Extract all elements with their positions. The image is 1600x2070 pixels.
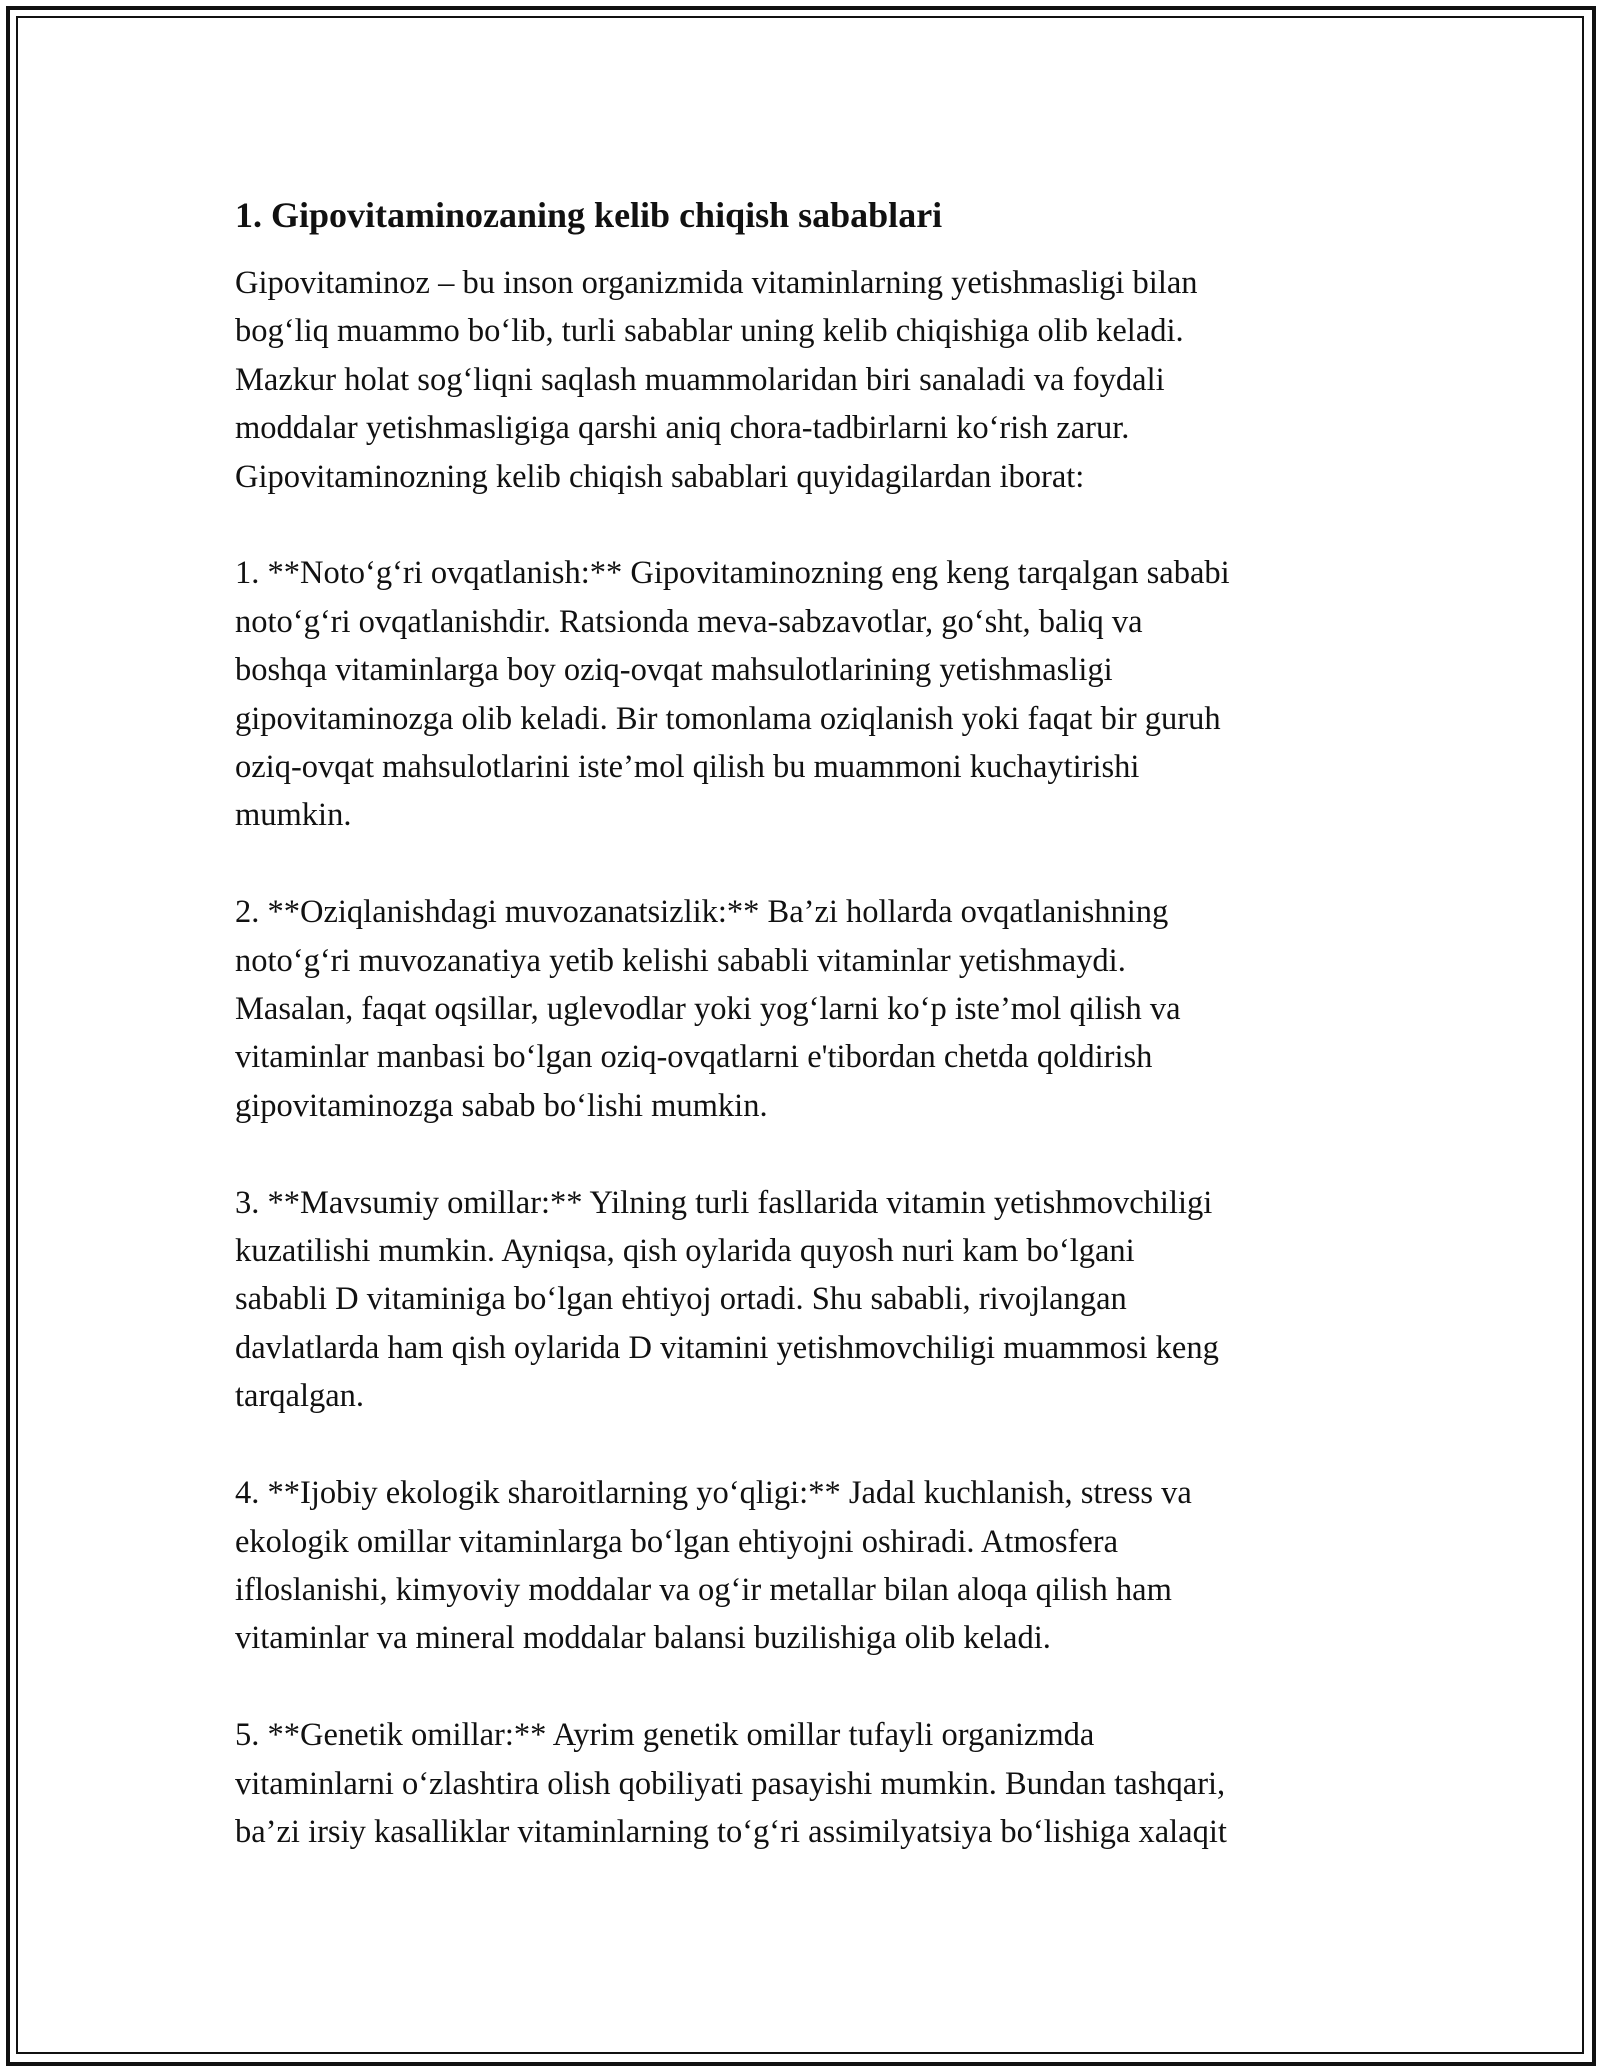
intro-paragraph: Gipovitaminoz – bu inson organizmida vitaminlarning yetishmasligi bilan bog‘liq muammo bo‘lib, turli sabablar uning kelib chiqishiga olib keladi. Mazkur holat sog‘liqni saqlash muammolaridan biri sanaladi va foydali moddalar yetishmasligiga qarshi aniq chora-tadbirlarni ko‘rish zarur. Gipovitaminozning kelib chiqish sabablari quyidagilardan iborat: [235,265,1198,495]
cause-paragraph-3: 3. **Mavsumiy omillar:** Yilning turli fasllarida vitamin yetishmovchiligi kuzatilishi mumkin. Ayniqsa, qish oylarida quyosh nuri kam bo‘lgani sababli D vitaminiga bo‘lgan ehtiyoj ortadi. Shu sababli, rivojlangan davlatlarda ham qish oylarida D vitamini yetishmovchiligi muammosi keng tarqalgan. [235,1184,1219,1415]
cause-paragraph-2: 2. **Oziqlanishdagi muvozanatsizlik:** Ba’zi hollarda ovqatlanishning noto‘g‘ri muvozanatiya yetib kelishi sababli vitaminlar yetishmaydi. Masalan, faqat oqsillar, uglevodlar yoki yog‘larni ko‘p iste’mol qilish va vitaminlar manbasi bo‘lgan oziq-ovqatlarni e'tibordan chetda qoldirish gipovitaminozga sabab bo‘lishi mumkin. [235,894,1181,1124]
cause-paragraph-4: 4. **Ijobiy ekologik sharoitlarning yo‘qligi:** Jadal kuchlanish, stress va ekologik omillar vitaminlarga bo‘lgan ehtiyojni oshiradi. Atmosfera ifloslanishi, kimyoviy moddalar va og‘ir metallar bilan aloqa qilish ham vitaminlar va mineral moddalar balansi buzilishiga olib keladi. [235,1475,1192,1657]
cause-paragraph-5: 5. **Genetik omillar:** Ayrim genetik omillar tufayli organizmda vitaminlarni o‘zlashtira olish qobiliyati pasayishi mumkin. Bundan tashqari, ba’zi irsiy kasalliklar vitaminlarning to‘g‘ri assimilyatsiya bo‘lishiga xalaqit [235,1717,1227,1850]
document-body [235,185,1365,1856]
cause-paragraph-1: 1. **Noto‘g‘ri ovqatlanish:** Gipovitaminozning eng keng tarqalgan sababi noto‘g‘ri ovqatlanishdir. Ratsionda meva-sabzavotlar, go‘sht, baliq va boshqa vitaminlarga boy oziq-ovqat mahsulotlarining yetishmasligi gipovitaminozga olib keladi. Bir tomonlama oziqlanish yoki faqat bir guruh oziq-ovqat mahsulotlarini iste’mol qilish bu muammoni kuchaytirishi mumkin. [235,555,1230,834]
section-heading: 1. Gipovitaminozaning kelib chiqish sabablari [235,195,943,235]
